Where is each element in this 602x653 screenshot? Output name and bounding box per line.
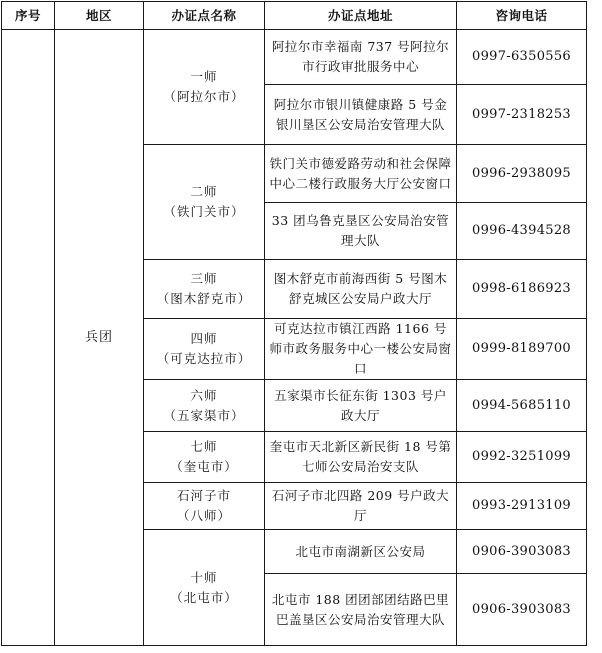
office-name: 四师: [190, 331, 218, 346]
office-name: 一师: [190, 69, 218, 84]
address-cell: 石河子市北四路 209 号户政大厅: [265, 483, 457, 530]
office-city: （阿拉尔市）: [163, 89, 245, 104]
office-city: （铁门关市）: [163, 204, 245, 219]
office-name: 三师: [190, 271, 218, 286]
table-body: [2, 30, 587, 646]
office-name: 六师: [190, 387, 218, 403]
office-city: （图木舒克市）: [156, 291, 252, 306]
address-cell: 北屯市南湖新区公安局: [265, 530, 457, 574]
phone-cell: 0993-2913109: [457, 483, 587, 530]
address-cell: 可克达拉市镇江西路 1166 号师市政务服务中心一楼公安局窗口: [265, 319, 457, 380]
phone-cell: 0906-3903083: [457, 574, 587, 646]
header-region: 地区: [55, 2, 144, 30]
phone-cell: 0997-2318253: [457, 85, 587, 145]
address-cell: 阿拉尔市银川镇健康路 5 号金银川垦区公安局治安管理大队: [265, 85, 457, 145]
office-name-cell: [144, 432, 265, 483]
address-cell: 铁门关市德爱路劳动和社会保障中心二楼行政服务大厅公安窗口: [265, 145, 457, 203]
office-city: （奎屯市）: [170, 459, 238, 474]
table-row: [2, 30, 587, 85]
office-name-cell: [144, 145, 265, 260]
phone-cell: 0992-3251099: [457, 432, 587, 483]
office-name-cell: [144, 483, 265, 530]
phone-cell: 0998-6186923: [457, 260, 587, 319]
serial-number-cell: [2, 30, 55, 646]
address-cell: 五家渠市长征东街 1303 号户政大厅: [265, 380, 457, 432]
address-cell: 阿拉尔市幸福南 737 号阿拉尔市行政审批服务中心: [265, 30, 457, 85]
address-cell: 奎屯市天北新区新民街 18 号第七师公安局治安支队: [265, 432, 457, 483]
office-name-cell: [144, 319, 265, 380]
office-name: 七师: [190, 439, 218, 454]
office-city: （五家渠市）: [163, 407, 245, 423]
office-city: （北屯市）: [170, 589, 238, 605]
header-no: 序号: [2, 2, 55, 30]
office-name: 二师: [190, 184, 218, 199]
address-cell: 33 团乌鲁克垦区公安局治安管理大队: [265, 203, 457, 260]
office-city: （可克达拉市）: [156, 351, 252, 366]
office-name: 石河子市: [176, 488, 231, 503]
header-phone: 咨询电话: [457, 2, 587, 30]
phone-cell: 0906-3903083: [457, 530, 587, 574]
address-cell: 图木舒克市前海西街 5 号图木舒克城区公安局户政大厅: [265, 260, 457, 319]
phone-cell: 0999-8189700: [457, 319, 587, 380]
phone-cell: 0994-5685110: [457, 380, 587, 432]
header-office: 办证点名称: [144, 2, 265, 30]
office-table: [1, 1, 587, 646]
region-cell: 兵团: [55, 30, 144, 646]
header-address: 办证点地址: [265, 2, 457, 30]
office-name-cell: [144, 530, 265, 646]
office-name: 十师: [190, 569, 218, 585]
address-cell: 北屯市 188 团团部团结路巴里巴盖垦区公安局治安管理大队: [265, 574, 457, 646]
office-name-cell: [144, 30, 265, 145]
phone-cell: 0996-4394528: [457, 203, 587, 260]
header-row: [2, 2, 587, 30]
office-name-cell: [144, 380, 265, 432]
phone-cell: 0996-2938095: [457, 145, 587, 203]
office-name-cell: [144, 260, 265, 319]
phone-cell: 0997-6350556: [457, 30, 587, 85]
office-city: （八师）: [176, 508, 231, 523]
